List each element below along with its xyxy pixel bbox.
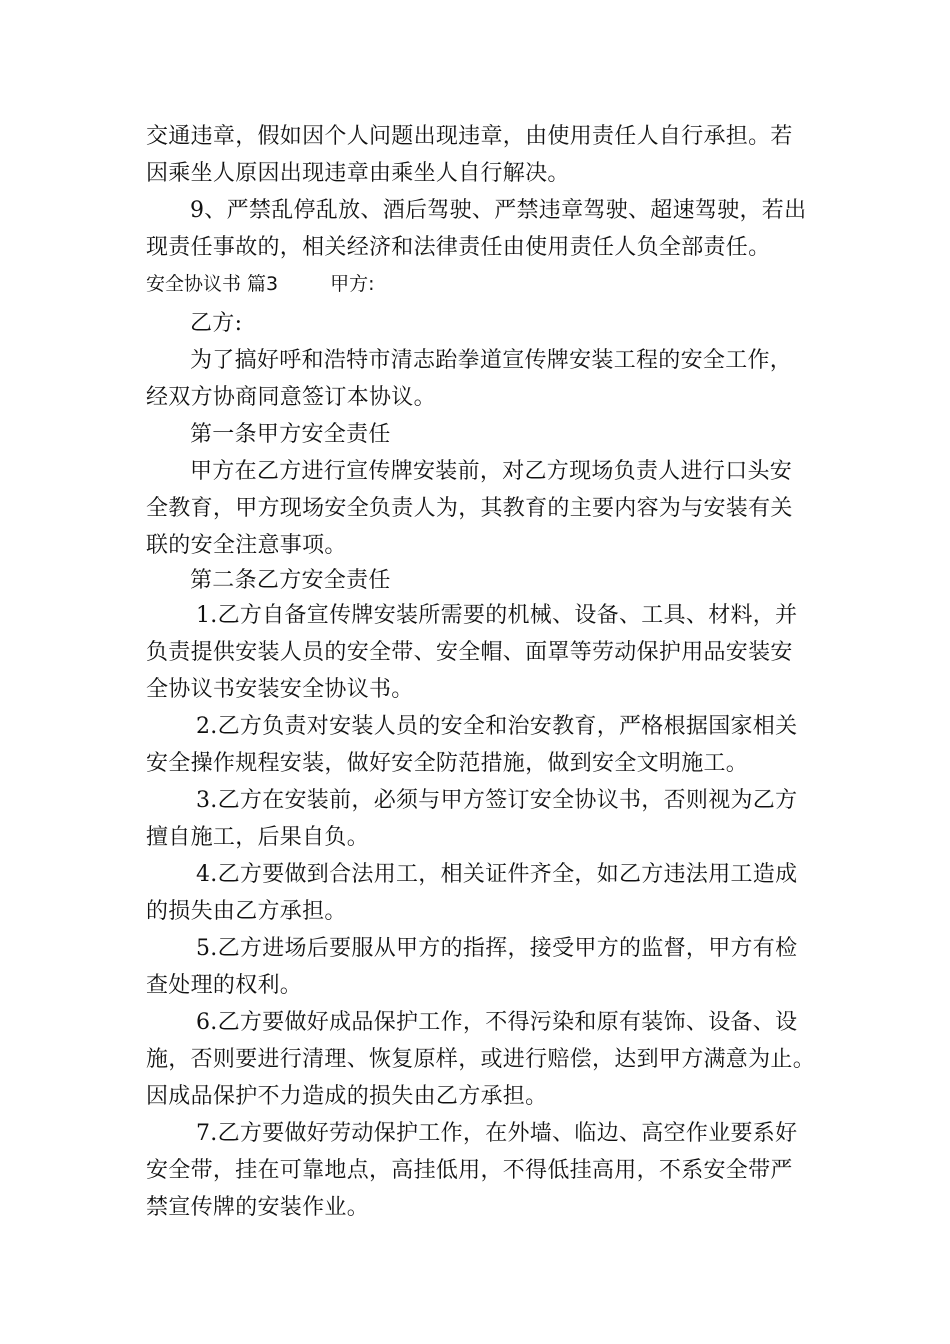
article-heading: 第一条甲方安全责任 — [190, 422, 391, 447]
intro-paragraph — [146, 342, 826, 416]
text-line: 7.乙方要做好劳动保护工作，在外墙、临边、高空作业要系好 — [196, 1121, 798, 1146]
text-line: 全协议书安装安全协议书。 — [146, 677, 414, 702]
article-2-title — [146, 562, 826, 599]
text-line: 安全操作规程安装，做好安全防范措施，做到安全文明施工。 — [146, 751, 749, 776]
party-a-label: 甲方: — [330, 273, 375, 295]
party-b-label: 乙方: — [190, 311, 243, 336]
list-item — [146, 856, 826, 930]
text-line: 施，否则要进行清理、恢复原样，或进行赔偿，达到甲方满意为止。 — [146, 1047, 816, 1072]
text-line: 交通违章，假如因个人问题出现违章，由使用责任人自行承担。若 — [146, 124, 793, 149]
text-line: 的损失由乙方承担。 — [146, 899, 347, 924]
text-line: 禁宣传牌的安装作业。 — [146, 1195, 370, 1220]
text-line: 负责提供安装人员的安全带、安全帽、面罩等劳动保护用品安装安 — [146, 640, 793, 665]
list-item — [146, 930, 826, 1004]
text-line: 4.乙方要做到合法用工，相关证件齐全，如乙方违法用工造成 — [196, 862, 798, 887]
text-line: 全教育，甲方现场安全负责人为，其教育的主要内容为与安装有关 — [146, 496, 793, 521]
text-line: 2.乙方负责对安装人员的安全和治安教育，严格根据国家相关 — [196, 714, 798, 739]
article-heading: 第二条乙方安全责任 — [190, 568, 391, 593]
text-line: 现责任事故的，相关经济和法律责任由使用责任人负全部责任。 — [146, 235, 771, 260]
text-line: 1.乙方自备宣传牌安装所需要的机械、设备、工具、材料，并 — [196, 603, 798, 628]
paragraph-continuation — [146, 118, 826, 192]
section-heading — [146, 266, 375, 303]
list-item — [146, 1115, 826, 1226]
text-line: 9、严禁乱停乱放、酒后驾驶、严禁违章驾驶、超速驾驶，若出 — [190, 198, 807, 223]
list-item — [146, 597, 826, 708]
section-title: 安全协议书 篇3 — [146, 273, 279, 295]
text-line: 联的安全注意事项。 — [146, 533, 347, 558]
list-item — [146, 708, 826, 782]
text-line: 安全带，挂在可靠地点，高挂低用，不得低挂高用，不系安全带严 — [146, 1158, 793, 1183]
article-1-body — [146, 453, 826, 564]
text-line: 擅自施工，后果自负。 — [146, 825, 370, 850]
text-line: 6.乙方要做好成品保护工作，不得污染和原有装饰、设备、设 — [196, 1010, 798, 1035]
text-line: 经双方协商同意签订本协议。 — [146, 385, 436, 410]
party-b-paragraph — [146, 305, 826, 342]
list-item — [146, 782, 826, 856]
text-line: 甲方在乙方进行宣传牌安装前，对乙方现场负责人进行口头安 — [190, 459, 793, 484]
text-line: 5.乙方进场后要服从甲方的指挥，接受甲方的监督，甲方有检 — [196, 936, 798, 961]
text-line: 因乘坐人原因出现违章由乘坐人自行解决。 — [146, 161, 570, 186]
list-item — [146, 1004, 826, 1115]
text-line: 3.乙方在安装前，必须与甲方签订安全协议书，否则视为乙方 — [196, 788, 798, 813]
text-line: 为了搞好呼和浩特市清志跆拳道宣传牌安装工程的安全工作， — [190, 348, 793, 373]
text-line: 因成品保护不力造成的损失由乙方承担。 — [146, 1084, 548, 1109]
article-1-title — [146, 416, 826, 453]
text-line: 查处理的权利。 — [146, 973, 303, 998]
paragraph-item-9 — [146, 192, 826, 266]
